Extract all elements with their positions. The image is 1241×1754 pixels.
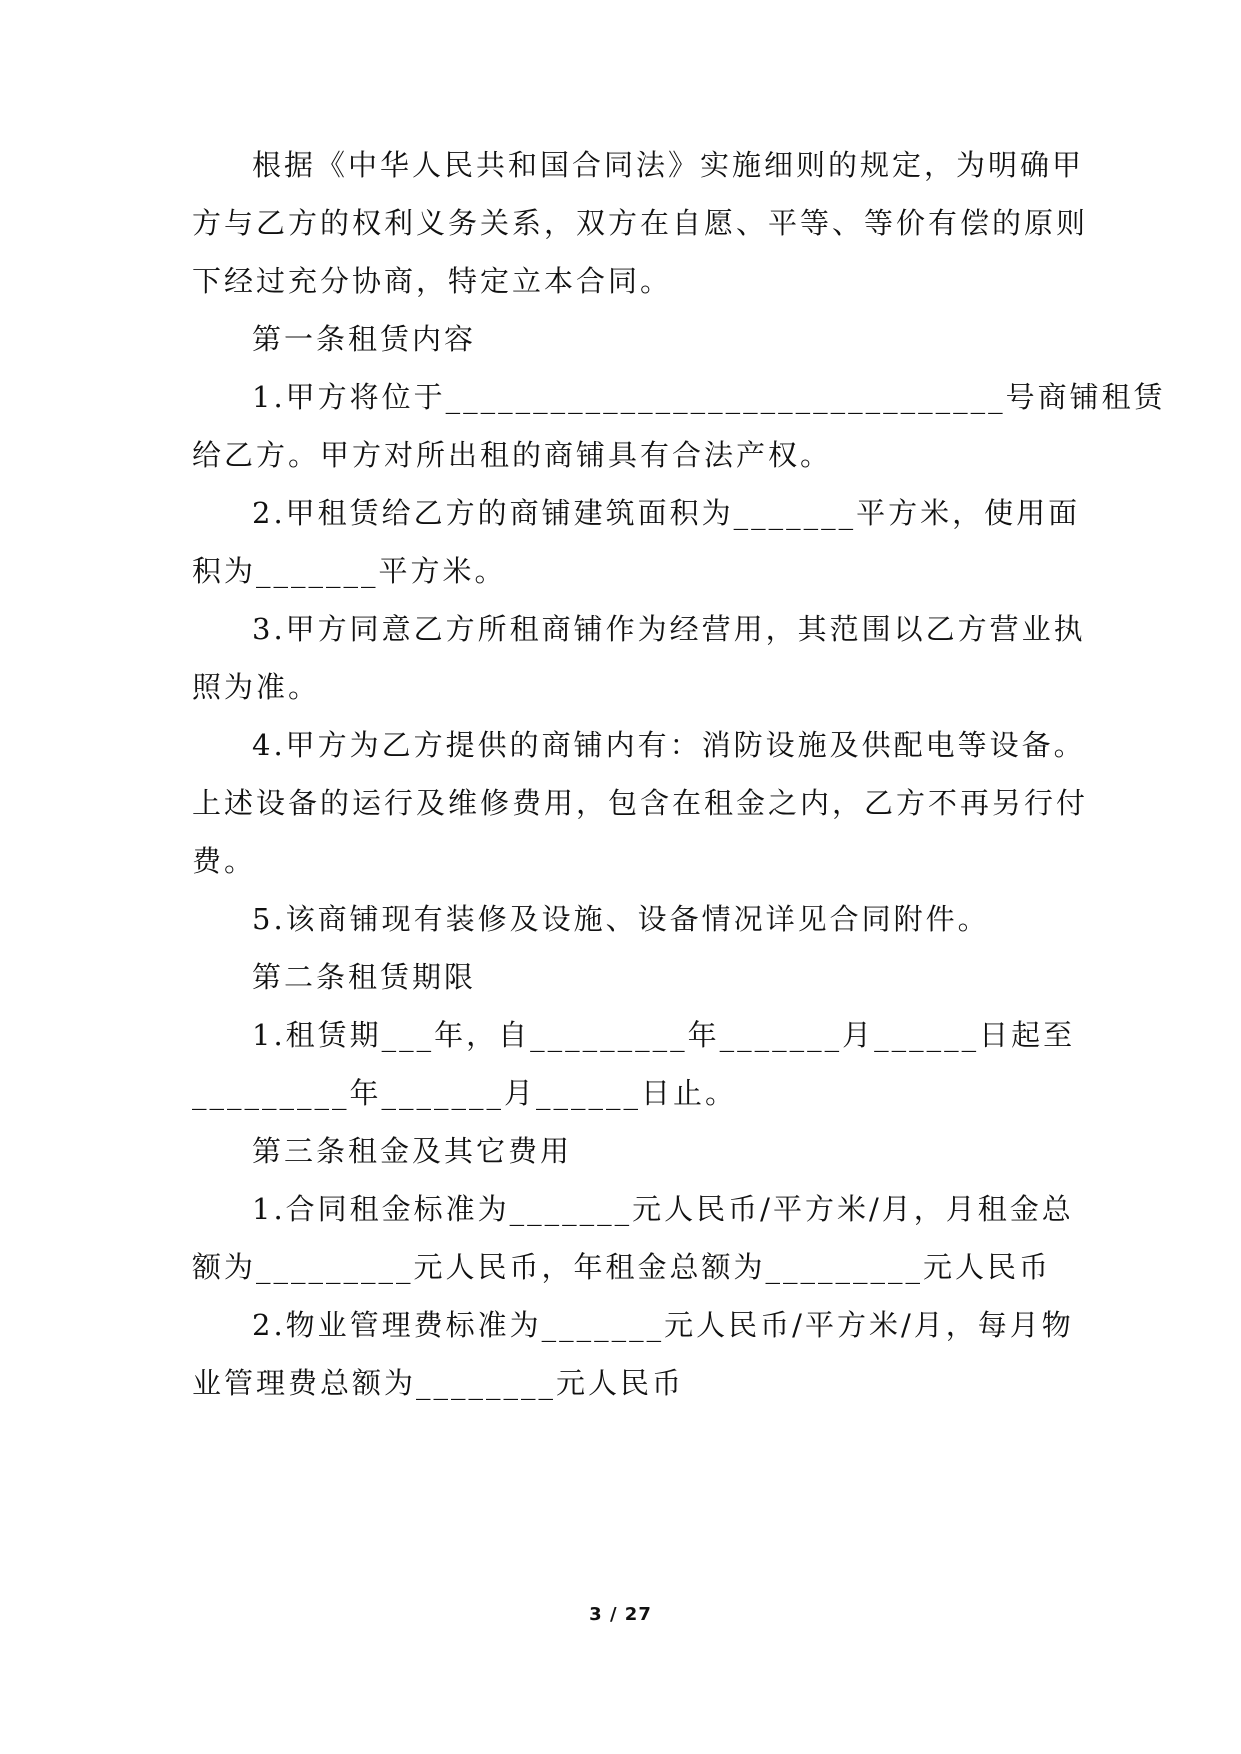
article-3-item-2-line-2: 业管理费总额为________元人民币 <box>192 1366 685 1400</box>
article-3-item-2-line-1: 2.物业管理费标准为_______元人民币/平方米/月，每月物 <box>252 1308 1074 1342</box>
article-2-item-1-line-1: 1.租赁期___年，自_________年_______月______日起至 <box>252 1018 1076 1052</box>
article-1-item-3-line-2: 照为准。 <box>192 670 321 704</box>
article-1-item-2-line-1: 2.甲租赁给乙方的商铺建筑面积为_______平方米，使用面 <box>252 496 1081 530</box>
article-1-item-4-line-2: 上述设备的运行及维修费用，包含在租金之内，乙方不再另行付 <box>192 786 1089 820</box>
article-1-item-4-line-3: 费。 <box>192 844 257 878</box>
paragraph-1-line-1: 根据《中华人民共和国合同法》实施细则的规定，为明确甲 <box>252 148 1085 182</box>
paragraph-1-line-2: 方与乙方的权利义务关系，双方在自愿、平等、等价有偿的原则 <box>192 206 1089 240</box>
article-3-heading: 第三条租金及其它费用 <box>252 1134 573 1168</box>
article-1-item-3-line-1: 3.甲方同意乙方所租商铺作为经营用，其范围以乙方营业执 <box>252 612 1086 646</box>
article-1-item-5: 5.该商铺现有装修及设施、设备情况详见合同附件。 <box>252 902 990 936</box>
article-2-heading: 第二条租赁期限 <box>252 960 477 994</box>
article-3-item-1-line-1: 1.合同租金标准为_______元人民币/平方米/月，月租金总 <box>252 1192 1074 1226</box>
paragraph-1-line-3: 下经过充分协商，特定立本合同。 <box>192 264 673 298</box>
page-number: 3 / 27 <box>589 1604 652 1625</box>
article-3-item-1-line-2: 额为_________元人民币，年租金总额为_________元人民币 <box>192 1250 1052 1284</box>
article-1-item-1-line-1: 1.甲方将位于________________________________号商铺租赁 <box>252 380 1166 414</box>
article-1-item-2-line-2: 积为_______平方米。 <box>192 554 507 588</box>
article-1-heading: 第一条租赁内容 <box>252 322 477 356</box>
article-1-item-4-line-1: 4.甲方为乙方提供的商铺内有：消防设施及供配电等设备。 <box>252 728 1086 762</box>
article-2-item-1-line-2: _________年_______月______日止。 <box>192 1076 738 1110</box>
article-1-item-1-line-2: 给乙方。甲方对所出租的商铺具有合法产权。 <box>192 438 833 472</box>
